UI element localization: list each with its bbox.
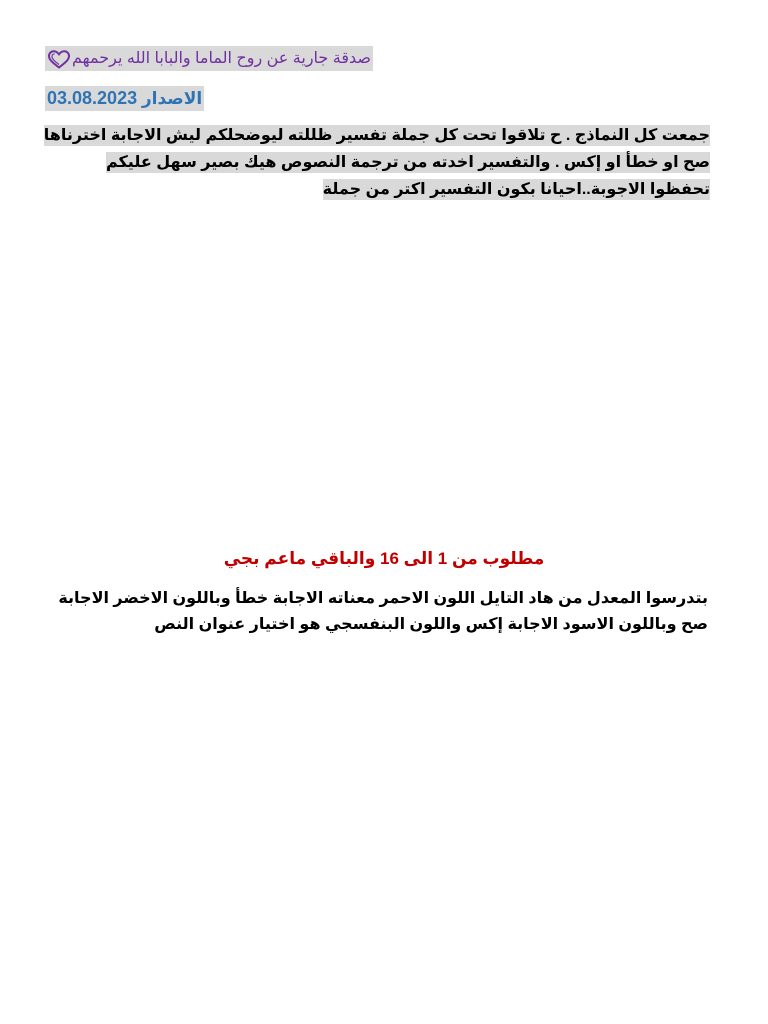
intro-line (42, 149, 710, 176)
edition-label: الاصدار (141, 89, 203, 108)
intro-line-text: صح او خطأ او إكس . والتفسير اخدته من ترجمة النصوص هيك بصير سهل عليكم (105, 154, 710, 171)
intro-paragraph (42, 122, 710, 203)
dedication-line (45, 46, 373, 71)
intro-line (42, 176, 710, 203)
color-legend-paragraph (48, 586, 708, 638)
edition-date: 03.08.2023 (47, 88, 138, 108)
required-note: مطلوب من 1 الى 16 والباقي ماعم بجي (223, 549, 545, 568)
edition-line (45, 86, 204, 111)
dedication-text: صدقة جارية عن روح الماما والبابا الله يرحمهم (72, 50, 371, 67)
intro-line-text: جمعت كل النماذج . ح تلاقوا تحت كل جملة تفسير ظللته ليوضحلكم ليش الاجابة اخترناها (43, 127, 710, 144)
legend-line: صح وباللون الاسود الاجابة إكس واللون البنفسجي هو اختيار عنوان النص (154, 616, 708, 633)
intro-line-text: تحفظوا الاجوبة..احيانا بكون التفسير اكتر من جملة (322, 181, 710, 198)
legend-line: بتدرسوا المعدل من هاد التايل اللون الاحمر معناته الاجابة خطأ وباللون الاخضر الاجابة (58, 590, 708, 607)
intro-line (42, 122, 710, 149)
heart-icon (47, 49, 71, 69)
